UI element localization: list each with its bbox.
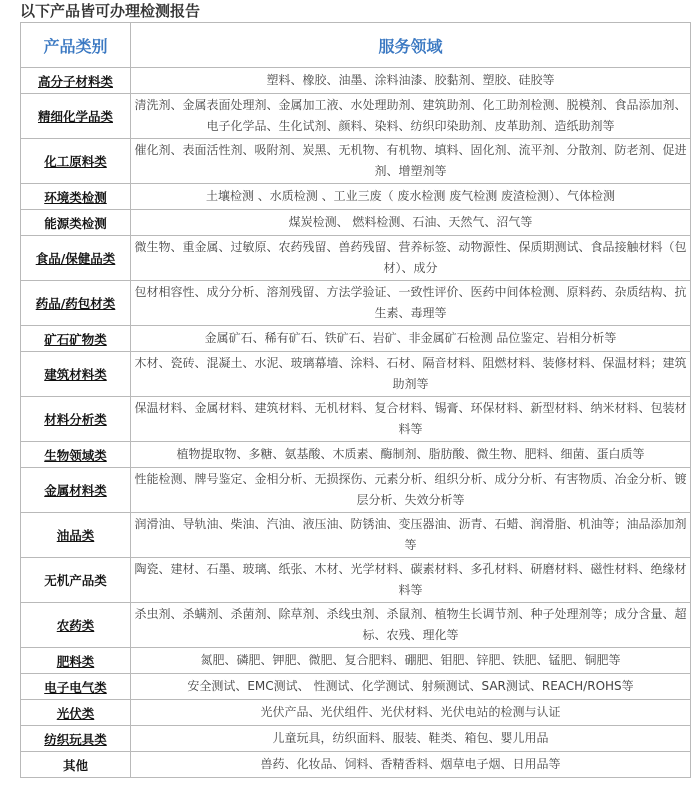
page-title: 以下产品皆可办理检测报告 — [20, 2, 201, 20]
category-cell — [21, 726, 131, 752]
table-row — [21, 94, 691, 139]
service-cell: 金属矿石、稀有矿石、铁矿石、岩矿、非金属矿石检测 品位鉴定、岩相分析等 — [131, 326, 691, 352]
category-link[interactable]: 高分子材料类 — [37, 73, 113, 89]
header-category: 产品类别 — [21, 23, 131, 68]
category-cell — [21, 281, 131, 326]
table-row — [21, 326, 691, 352]
category-cell — [21, 139, 131, 184]
table-row — [21, 68, 691, 94]
category-label: 其他 — [62, 757, 88, 773]
service-cell: 安全测试、EMC测试、 性测试、化学测试、射频测试、SAR测试、REACH/ROHS等 — [131, 674, 691, 700]
table-row — [21, 352, 691, 397]
category-link[interactable]: 矿石矿物类 — [44, 331, 107, 347]
header-service: 服务领域 — [131, 23, 691, 68]
table-row — [21, 648, 691, 674]
table-row — [21, 468, 691, 513]
category-cell — [21, 397, 131, 442]
category-cell — [21, 210, 131, 236]
category-cell — [21, 558, 131, 603]
table-row — [21, 700, 691, 726]
table-row — [21, 236, 691, 281]
category-link[interactable]: 药品/药包材类 — [35, 296, 116, 311]
table-header-row — [21, 23, 691, 68]
category-cell — [21, 236, 131, 281]
service-cell: 木材、瓷砖、混凝土、水泥、玻璃幕墙、涂料、石材、隔音材料、阻燃材料、装修材料、保温材料；建筑助剂等 — [131, 352, 691, 397]
category-cell — [21, 513, 131, 558]
table-row — [21, 726, 691, 752]
category-cell — [21, 700, 131, 726]
table-row — [21, 442, 691, 468]
category-cell — [21, 326, 131, 352]
category-cell — [21, 648, 131, 674]
category-link[interactable]: 光伏类 — [56, 705, 95, 721]
category-link[interactable]: 油品类 — [56, 528, 95, 543]
table-row — [21, 184, 691, 210]
category-link[interactable]: 生物领域类 — [44, 447, 107, 463]
category-link[interactable]: 环境类检测 — [44, 189, 107, 205]
category-link[interactable]: 化工原料类 — [44, 154, 107, 169]
service-cell: 氮肥、磷肥、钾肥、微肥、复合肥料、硼肥、钼肥、锌肥、铁肥、锰肥、铜肥等 — [131, 648, 691, 674]
category-link[interactable]: 食品/保健品类 — [35, 251, 116, 266]
service-cell: 微生物、重金属、过敏原、农药残留、兽药残留、营养标签、动物源性、保质期测试、食品接触材料（包材）、成分 — [131, 236, 691, 281]
table-row — [21, 674, 691, 700]
category-link[interactable]: 精细化学品类 — [37, 109, 113, 124]
category-cell — [21, 442, 131, 468]
category-link[interactable]: 材料分析类 — [44, 412, 107, 427]
service-cell: 保温材料、金属材料、建筑材料、无机材料、复合材料、锡膏、环保材料、新型材料、纳米材料、包装材料等 — [131, 397, 691, 442]
service-cell: 催化剂、表面活性剂、吸附剂、炭黑、无机物、有机物、填料、固化剂、流平剂、分散剂、防老剂、促进剂、增塑剂等 — [131, 139, 691, 184]
category-cell — [21, 674, 131, 700]
category-cell — [21, 468, 131, 513]
service-table-container — [20, 22, 690, 778]
category-cell — [21, 352, 131, 397]
table-row — [21, 603, 691, 648]
category-link[interactable]: 农药类 — [56, 618, 95, 633]
table-row — [21, 139, 691, 184]
category-cell — [21, 94, 131, 139]
service-cell: 塑料、橡胶、油墨、涂料油漆、胶黏剂、塑胶、硅胶等 — [131, 68, 691, 94]
service-cell: 儿童玩具，纺织面料、服装、鞋类、箱包、婴儿用品 — [131, 726, 691, 752]
service-cell: 杀虫剂、杀螨剂、杀菌剂、除草剂、杀线虫剂、杀鼠剂、植物生长调节剂、种子处理剂等；成分含量、超标、农残、理化等 — [131, 603, 691, 648]
service-cell: 陶瓷、建材、石墨、玻璃、纸张、木材、光学材料、碳素材料、多孔材料、研磨材料、磁性材料、绝缘材料等 — [131, 558, 691, 603]
category-link[interactable]: 金属材料类 — [44, 483, 107, 498]
service-cell: 光伏产品、光伏组件、光伏材料、光伏电站的检测与认证 — [131, 700, 691, 726]
service-cell: 润滑油、导轨油、柴油、汽油、液压油、防锈油、变压器油、沥青、石蜡、润滑脂、机油等；油品添加剂等 — [131, 513, 691, 558]
service-table — [20, 22, 691, 778]
category-link[interactable]: 纺织玩具类 — [44, 731, 107, 747]
service-cell: 兽药、化妆品、饲料、香精香料、烟草电子烟、日用品等 — [131, 752, 691, 778]
table-row — [21, 513, 691, 558]
category-label: 无机产品类 — [44, 573, 107, 588]
service-cell: 性能检测、牌号鉴定、金相分析、无损探伤、元素分析、组织分析、成分分析、有害物质、冶金分析、镀层分析、失效分析等 — [131, 468, 691, 513]
category-label: 能源类检测 — [44, 215, 107, 231]
table-row — [21, 752, 691, 778]
table-row — [21, 397, 691, 442]
service-cell: 煤炭检测、 燃料检测、石油、天然气、沼气等 — [131, 210, 691, 236]
category-link[interactable]: 建筑材料类 — [44, 367, 107, 382]
category-cell — [21, 184, 131, 210]
table-row — [21, 558, 691, 603]
service-cell: 清洗剂、金属表面处理剂、金属加工液、水处理助剂、建筑助剂、化工助剂检测、脱模剂、食品添加剂、电子化学品、生化试剂、颜料、染料、纺织印染助剂、皮革助剂、造纸助剂等 — [131, 94, 691, 139]
category-cell — [21, 752, 131, 778]
category-cell — [21, 603, 131, 648]
table-row — [21, 210, 691, 236]
table-row — [21, 281, 691, 326]
category-cell — [21, 68, 131, 94]
category-link[interactable]: 肥料类 — [56, 653, 95, 669]
category-link[interactable]: 电子电气类 — [44, 679, 107, 695]
service-cell: 植物提取物、多糖、氨基酸、木质素、酶制剂、脂肪酸、微生物、肥料、细菌、蛋白质等 — [131, 442, 691, 468]
service-cell: 包材相容性、成分分析、溶剂残留、方法学验证、一致性评价、医药中间体检测、原料药、杂质结构、抗生素、毒理等 — [131, 281, 691, 326]
service-cell: 土壤检测 、水质检测 、工业三废（ 废水检测 废气检测 废渣检测）、气体检测 — [131, 184, 691, 210]
